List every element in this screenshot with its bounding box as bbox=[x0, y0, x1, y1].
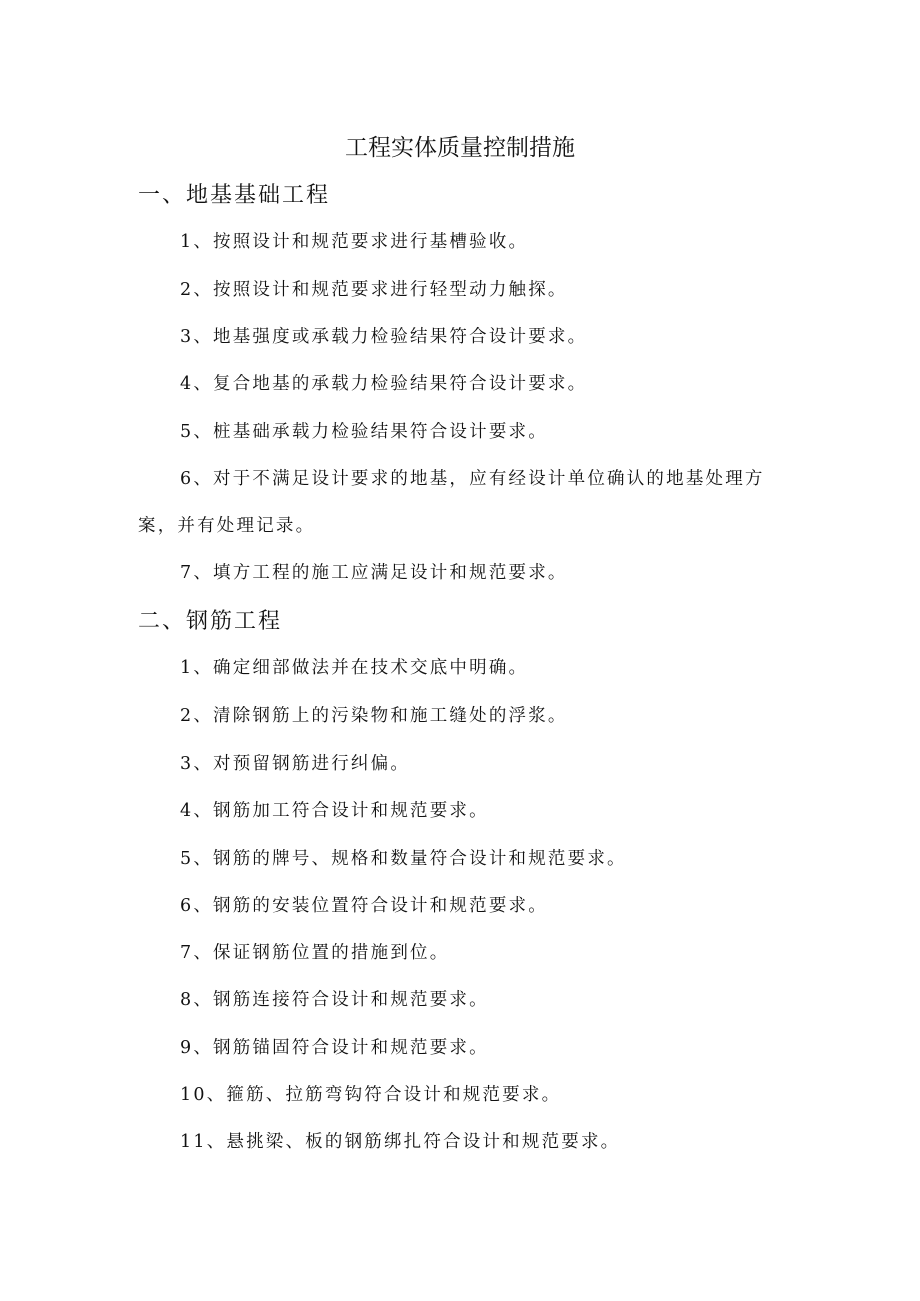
list-item-continuation: 案，并有处理记录。 bbox=[138, 516, 316, 536]
list-item: 6、钢筋的安装位置符合设计和规范要求。 bbox=[180, 896, 548, 916]
list-item: 8、钢筋连接符合设计和规范要求。 bbox=[180, 990, 489, 1010]
list-item: 2、清除钢筋上的污染物和施工缝处的浮浆。 bbox=[180, 706, 568, 726]
list-item: 5、钢筋的牌号、规格和数量符合设计和规范要求。 bbox=[180, 849, 627, 869]
list-item: 1、按照设计和规范要求进行基槽验收。 bbox=[180, 232, 529, 252]
list-item: 1、确定细部做法并在技术交底中明确。 bbox=[180, 658, 529, 678]
list-item: 7、填方工程的施工应满足设计和规范要求。 bbox=[180, 563, 568, 583]
document-title: 工程实体质量控制措施 bbox=[345, 135, 575, 161]
list-item: 2、按照设计和规范要求进行轻型动力触探。 bbox=[180, 280, 568, 300]
list-item: 3、对预留钢筋进行纠偏。 bbox=[180, 754, 411, 774]
list-item: 4、复合地基的承载力检验结果符合设计要求。 bbox=[180, 374, 588, 394]
list-item: 11、悬挑梁、板的钢筋绑扎符合设计和规范要求。 bbox=[180, 1132, 621, 1152]
section-heading-foundation: 一、地基基础工程 bbox=[138, 183, 331, 208]
list-item: 6、对于不满足设计要求的地基，应有经设计单位确认的地基处理方 bbox=[180, 469, 765, 489]
list-item: 9、钢筋锚固符合设计和规范要求。 bbox=[180, 1038, 489, 1058]
list-item: 7、保证钢筋位置的措施到位。 bbox=[180, 943, 450, 963]
section-heading-rebar: 二、钢筋工程 bbox=[138, 609, 283, 634]
list-item: 3、地基强度或承载力检验结果符合设计要求。 bbox=[180, 327, 588, 347]
list-item: 10、箍筋、拉筋弯钩符合设计和规范要求。 bbox=[180, 1085, 562, 1105]
list-item: 5、桩基础承载力检验结果符合设计要求。 bbox=[180, 422, 548, 442]
list-item: 4、钢筋加工符合设计和规范要求。 bbox=[180, 801, 489, 821]
